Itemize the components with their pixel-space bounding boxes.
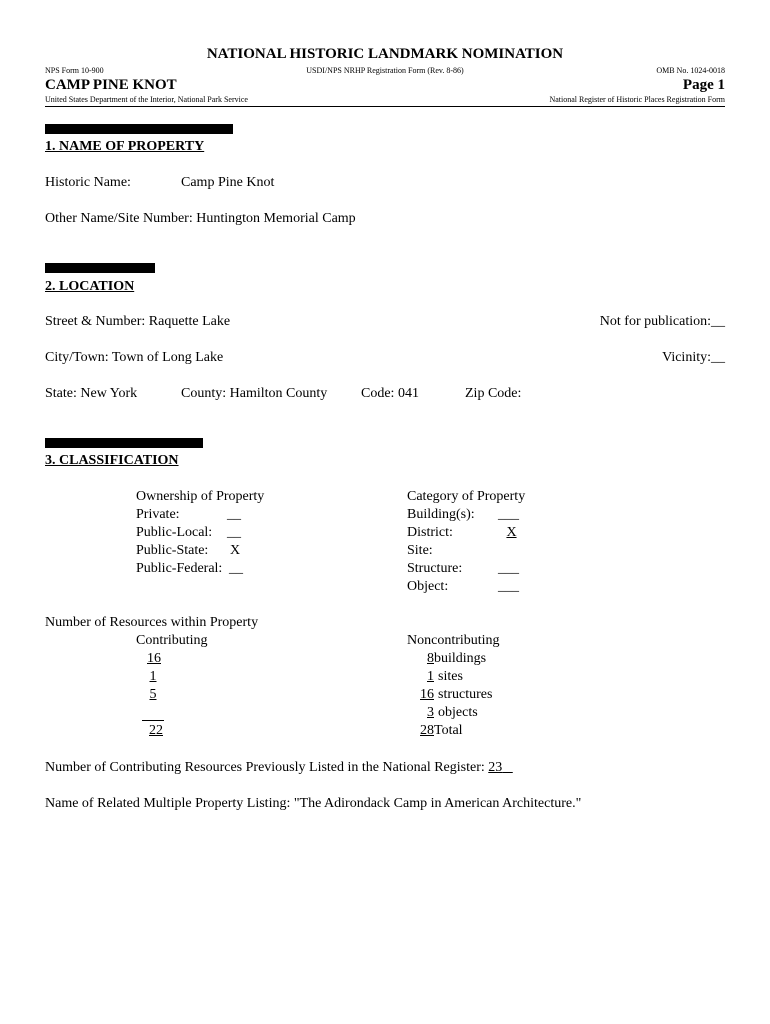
section-2-bar [45, 263, 155, 273]
noncontributing-buildings-num: 8 [427, 651, 434, 666]
noncontributing-sites-type: sites [438, 669, 463, 684]
historic-name-label: Historic Name: [45, 175, 131, 190]
not-for-publication: Not for publication:__ [599, 314, 725, 329]
previously-listed-label: Number of Contributing Resources Previously Listed in the National Register: [45, 760, 485, 775]
category-structure-label: Structure: [407, 561, 463, 576]
form-number: NPS Form 10-900 [45, 66, 104, 75]
department: United States Department of the Interior, National Park Service [45, 95, 248, 104]
contributing-objects-blank [142, 720, 164, 721]
ownership-public-federal-label: Public-Federal: [136, 561, 223, 576]
ownership-public-local-label: Public-Local: [136, 525, 213, 540]
ownership-public-federal-mark: __ [229, 561, 243, 576]
zip-code: Zip Code: [465, 386, 522, 401]
contributing-sites: 1 [149, 669, 157, 684]
section-1-heading: 1. NAME OF PROPERTY [45, 139, 205, 154]
previously-listed-value: 23 [488, 760, 503, 775]
category-title: Category of Property [407, 489, 526, 504]
contributing-total: 22 [149, 723, 163, 738]
county: County: Hamilton County [181, 386, 328, 401]
vicinity: Vicinity:__ [662, 350, 725, 365]
section-1-bar [45, 124, 233, 134]
category-structure-mark: ___ [498, 561, 519, 576]
noncontributing-total-num: 28 [420, 723, 434, 738]
property-title: CAMP PINE KNOT [45, 77, 177, 93]
category-object-label: Object: [407, 579, 449, 594]
noncontributing-sites-num: 1 [427, 669, 434, 684]
code: Code: 041 [361, 386, 419, 401]
ownership-public-local-mark: __ [227, 525, 241, 540]
ownership-title: Ownership of Property [136, 489, 265, 504]
noncontributing-structures-type: structures [438, 687, 493, 702]
category-building-label: Building(s): [407, 507, 475, 522]
historic-name-value: Camp Pine Knot [181, 175, 275, 190]
noncontributing-objects-type: objects [438, 705, 478, 720]
ownership-private-label: Private: [136, 507, 180, 522]
category-building-mark: ___ [498, 507, 519, 522]
section-3-bar [45, 438, 203, 448]
noncontributing-structures-num: 16 [420, 687, 434, 702]
city-town: City/Town: Town of Long Lake [45, 350, 224, 365]
page-number: Page 1 [682, 77, 725, 93]
state: State: New York [45, 386, 138, 401]
section-2-heading: 2. LOCATION [45, 279, 135, 294]
omb-number: OMB No. 1024-0018 [656, 66, 725, 75]
ownership-public-state-label: Public-State: [136, 543, 209, 558]
section-3-heading: 3. CLASSIFICATION [45, 453, 179, 468]
ownership-private-mark: __ [227, 507, 241, 522]
contributing-title: Contributing [136, 633, 208, 648]
category-district-label: District: [407, 525, 453, 540]
previously-listed [45, 760, 513, 776]
other-name: Other Name/Site Number: Huntington Memorial Camp [45, 211, 356, 226]
contributing-structures: 5 [149, 687, 157, 702]
ownership-public-state-mark: X [230, 543, 241, 558]
resources-title: Number of Resources within Property [45, 615, 259, 630]
noncontributing-total-type: Total [434, 723, 463, 738]
form-title: NATIONAL HISTORIC LANDMARK NOMINATION [206, 46, 564, 62]
related-multiple-property-listing: Name of Related Multiple Property Listing: "The Adirondack Camp in American Architecture." [45, 796, 582, 811]
category-district-mark: X [506, 525, 517, 540]
header-rule [45, 106, 725, 107]
noncontributing-title: Noncontributing [407, 633, 500, 648]
form-subtitle: USDI/NPS NRHP Registration Form (Rev. 8-86) [306, 66, 464, 75]
category-object-mark: ___ [498, 579, 519, 594]
register-form: National Register of Historic Places Registration Form [549, 95, 725, 104]
contributing-buildings: 16 [147, 651, 161, 666]
street-number: Street & Number: Raquette Lake [45, 314, 231, 329]
category-site-label: Site: [407, 543, 433, 558]
noncontributing-buildings-type: buildings [434, 651, 487, 666]
noncontributing-objects-num: 3 [427, 705, 434, 720]
